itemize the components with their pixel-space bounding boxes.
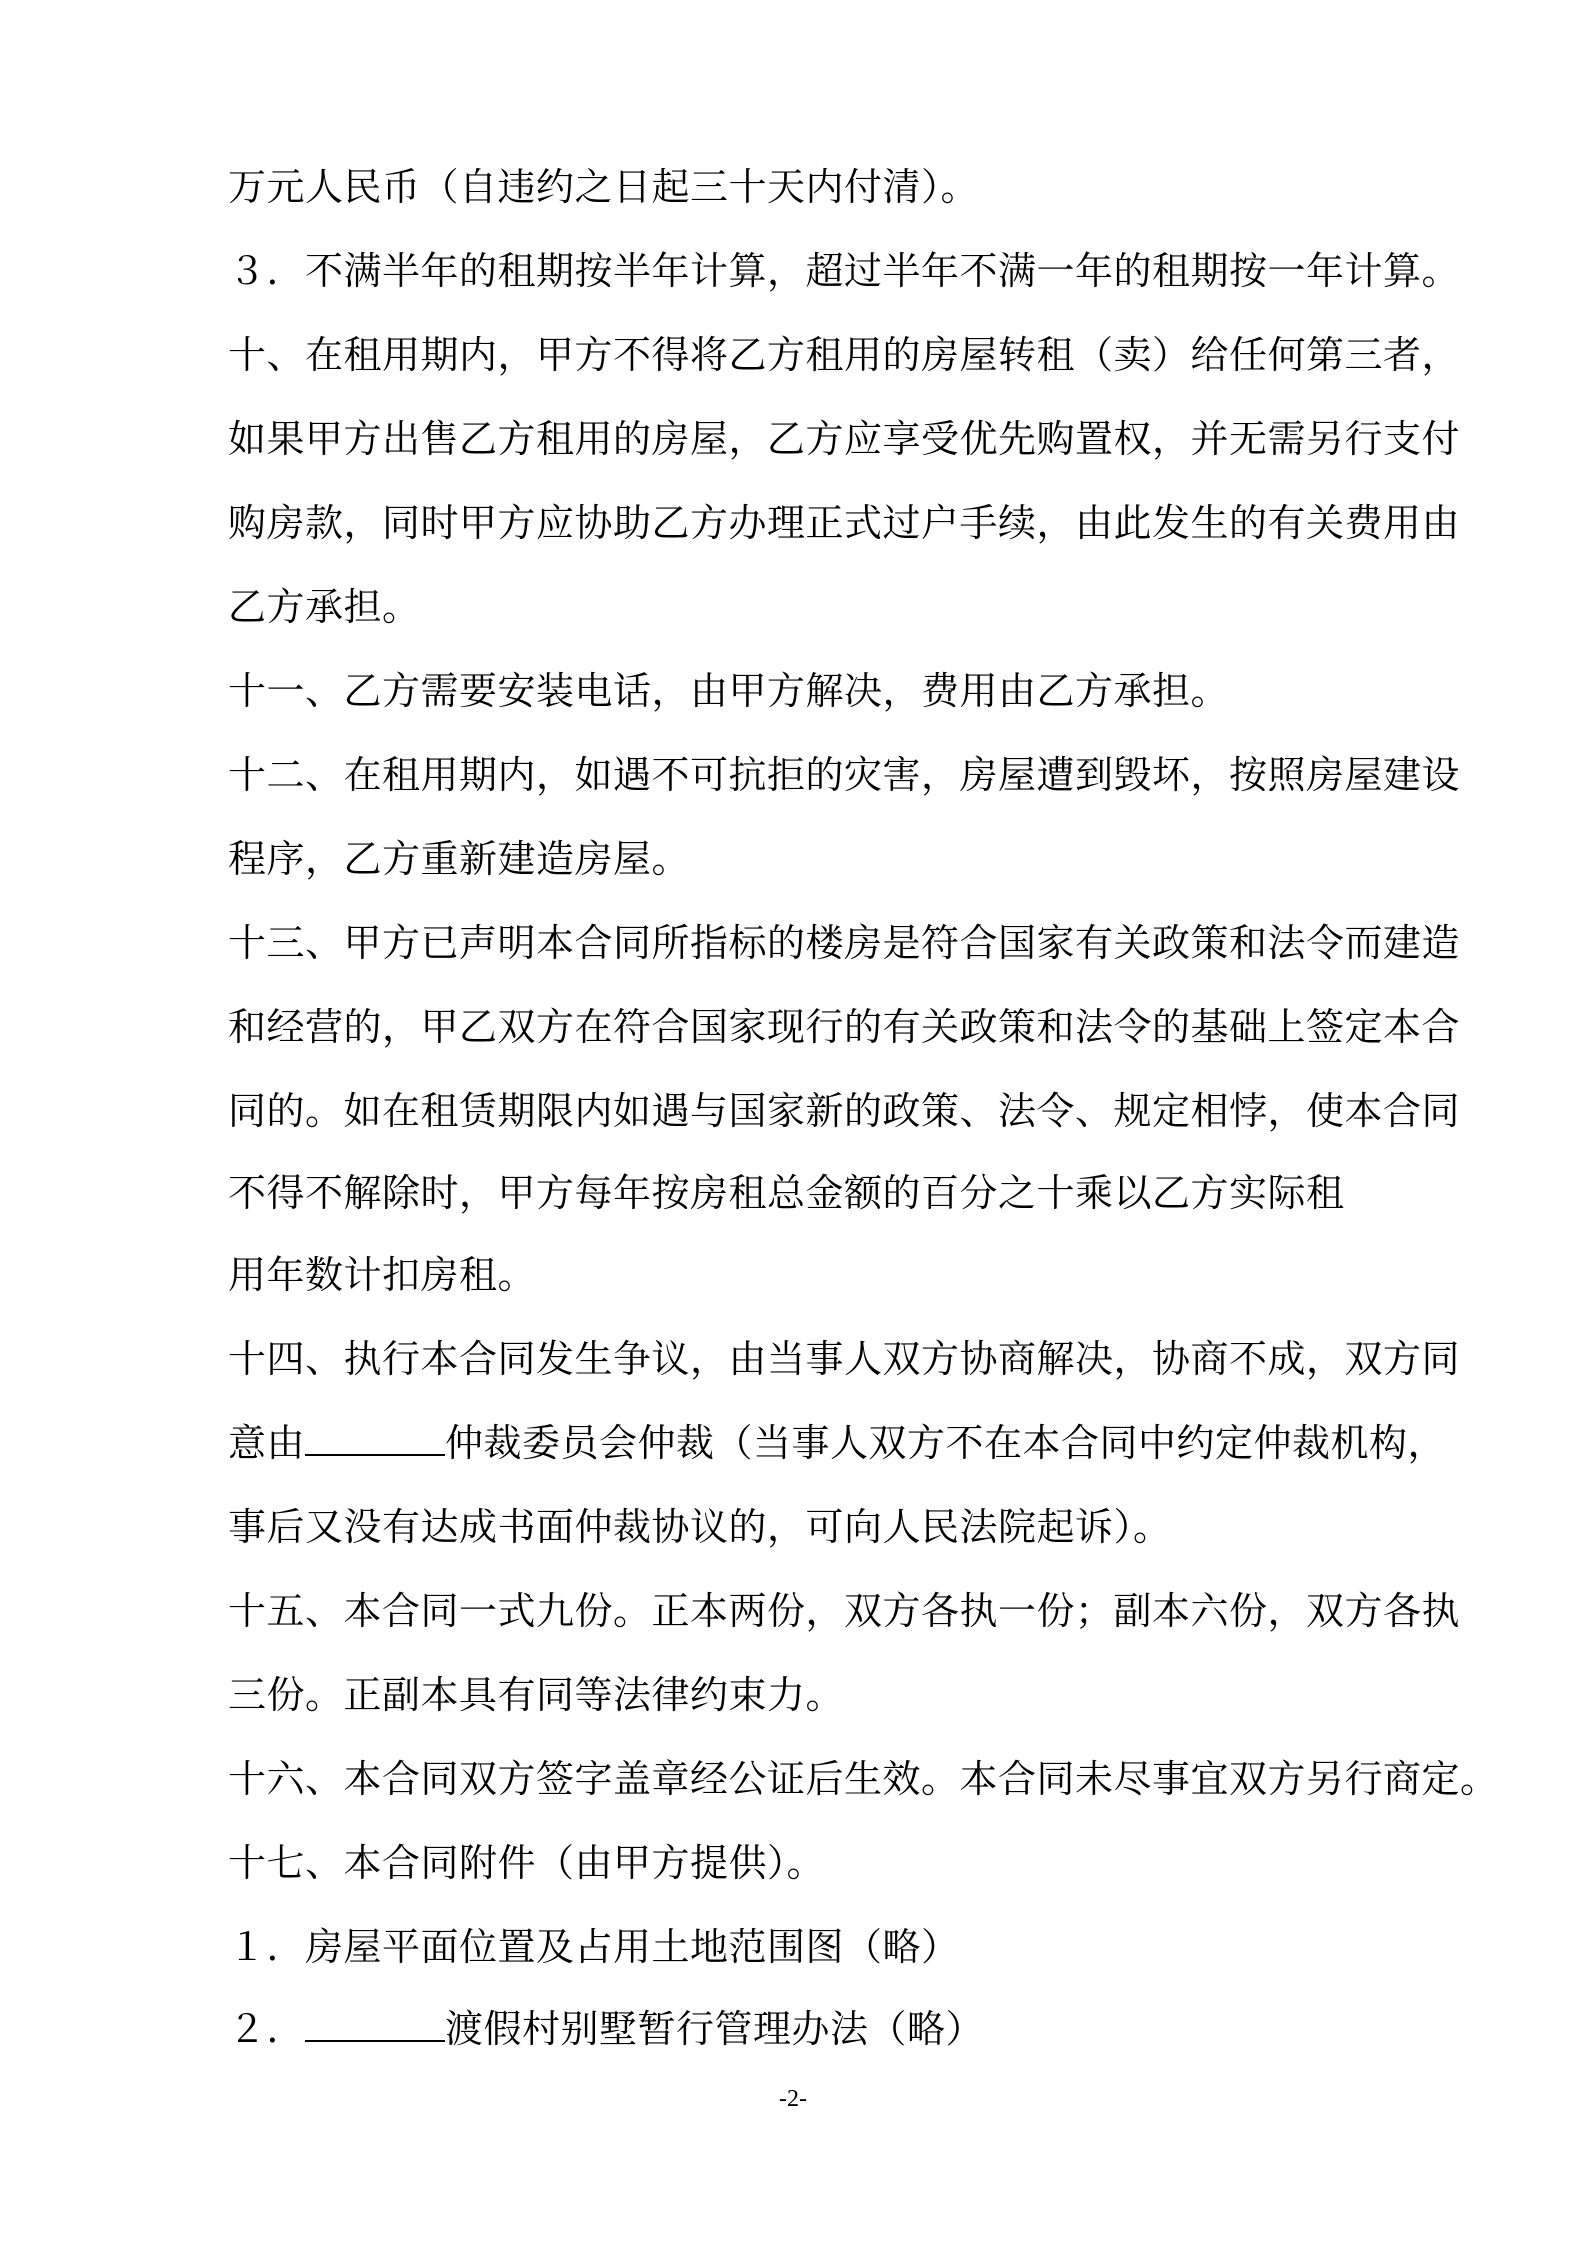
text-line: 十一、乙方需要安装电话，由甲方解决，费用由乙方承担。	[228, 669, 1230, 713]
text-line: 十四、执行本合同发生争议，由当事人双方协商解决，协商不成，双方同	[228, 1337, 1461, 1381]
text-line: 十、在租用期内，甲方不得将乙方租用的房屋转租（卖）给任何第三者，	[228, 333, 1461, 377]
text-line: 和经营的，甲乙双方在符合国家现行的有关政策和法令的基础上签定本合	[228, 1005, 1461, 1049]
text-segment: 意由	[228, 1421, 306, 1465]
text-line: 十三、甲方已声明本合同所指标的楼房是符合国家有关政策和法令而建造	[228, 921, 1461, 965]
text-line: 十二、在租用期内，如遇不可抗拒的灾害，房屋遭到毁坏，按照房屋建设	[228, 753, 1461, 797]
fill-in-blank	[305, 1420, 445, 1456]
text-line-with-blank	[228, 2006, 1468, 2052]
text-line-with-blank	[228, 1420, 1468, 1466]
text-line: 程序，乙方重新建造房屋。	[228, 837, 691, 881]
text-line: 购房款，同时甲方应协助乙方办理正式过户手续，由此发生的有关费用由	[228, 501, 1461, 545]
text-line: 事后又没有达成书面仲裁协议的，可向人民法院起诉）。	[228, 1505, 1172, 1549]
text-line: 十六、本合同双方签字盖章经公证后生效。本合同未尽事宜双方另行商定。	[228, 1757, 1499, 1801]
text-line: １．房屋平面位置及占用土地范围图（略）	[228, 1925, 960, 1969]
text-line: 不得不解除时，甲方每年按房租总金额的百分之十乘以乙方实际租	[228, 1171, 1345, 1215]
text-line: 十五、本合同一式九份。正本两份，双方各执一份；副本六份，双方各执	[228, 1589, 1461, 1633]
page-number: -2-	[779, 2086, 807, 2112]
text-line: ３．不满半年的租期按半年计算，超过半年不满一年的租期按一年计算。	[228, 249, 1461, 293]
text-line: 十七、本合同附件（由甲方提供）。	[228, 1841, 826, 1885]
text-line: 万元人民币（自违约之日起三十天内付清）。	[228, 165, 980, 209]
text-segment: ２．	[228, 2007, 306, 2051]
text-line: 乙方承担。	[228, 585, 421, 629]
text-line: 三份。正副本具有同等法律约束力。	[228, 1673, 845, 1717]
text-segment: 渡假村别墅暂行管理办法（略）	[445, 2007, 985, 2051]
text-line: 如果甲方出售乙方租用的房屋，乙方应享受优先购置权，并无需另行支付	[228, 417, 1461, 461]
text-line: 同的。如在租赁期限内如遇与国家新的政策、法令、规定相悖，使本合同	[228, 1089, 1461, 1133]
text-segment: 仲裁委员会仲裁（当事人双方不在本合同中约定仲裁机构，	[445, 1421, 1447, 1465]
text-line: 用年数计扣房租。	[228, 1253, 537, 1297]
fill-in-blank	[305, 2006, 445, 2042]
